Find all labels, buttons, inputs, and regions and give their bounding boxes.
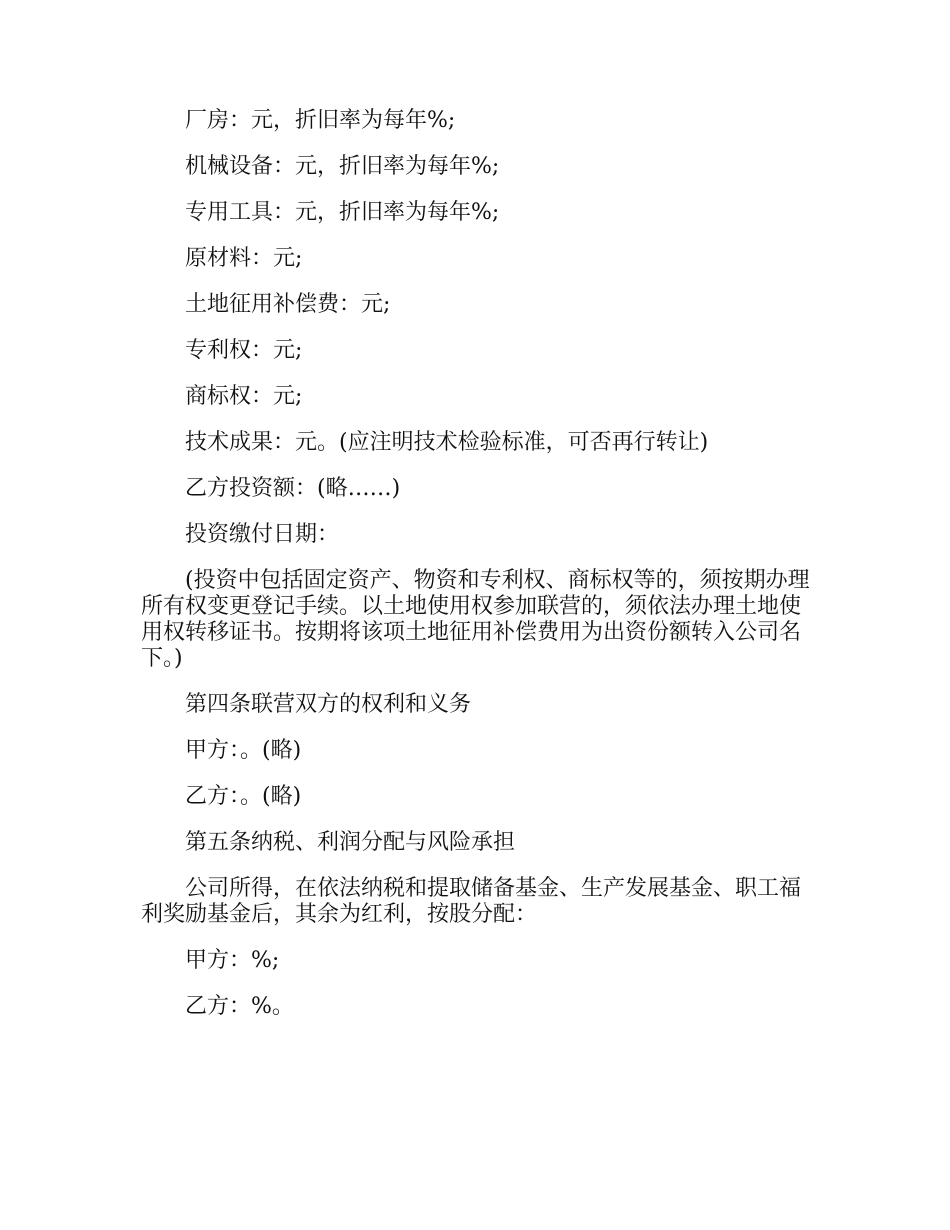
paragraph-tech-results: 技术成果：元。(应注明技术检验标准，可否再行转让) [185, 430, 709, 455]
paragraph-special-tools: 专用工具：元，折旧率为每年%; [185, 200, 500, 225]
paragraph-party-b-share: 乙方：%。 [185, 994, 294, 1019]
paragraph-party-a-rights: 甲方：。(略) [185, 738, 302, 763]
heading-article-4: 第四条联营双方的权利和义务 [185, 692, 472, 717]
paragraph-factory: 厂房：元，折旧率为每年%; [185, 108, 456, 133]
heading-article-5: 第五条纳税、利润分配与风险承担 [185, 830, 516, 855]
paragraph-party-b-investment: 乙方投资额：(略……) [185, 476, 401, 501]
paragraph-party-b-rights: 乙方：。(略) [185, 784, 302, 809]
paragraph-machinery: 机械设备：元，折旧率为每年%; [185, 154, 500, 179]
paragraph-profit-distribution: 公司所得，在依法纳税和提取储备基金、生产发展基金、职工福利奖励基金后，其余为红利，按股分配： [141, 876, 802, 927]
paragraph-investment-note: (投资中包括固定资产、物资和专利权、商标权等的，须按期办理所有权变更登记手续。以土地使用权参加联营的，须依法办理土地使用权转移证书。按期将该项土地征用补偿费用为出资份额转入公司名下。) [141, 568, 810, 671]
paragraph-payment-date: 投资缴付日期： [185, 522, 340, 547]
paragraph-land-compensation: 土地征用补偿费：元; [185, 292, 391, 317]
paragraph-raw-materials: 原材料：元; [185, 246, 303, 271]
paragraph-patent: 专利权：元; [185, 338, 303, 363]
paragraph-party-a-share: 甲方：%; [185, 948, 280, 973]
document-body [141, 108, 813, 1020]
paragraph-trademark: 商标权：元; [185, 384, 303, 409]
